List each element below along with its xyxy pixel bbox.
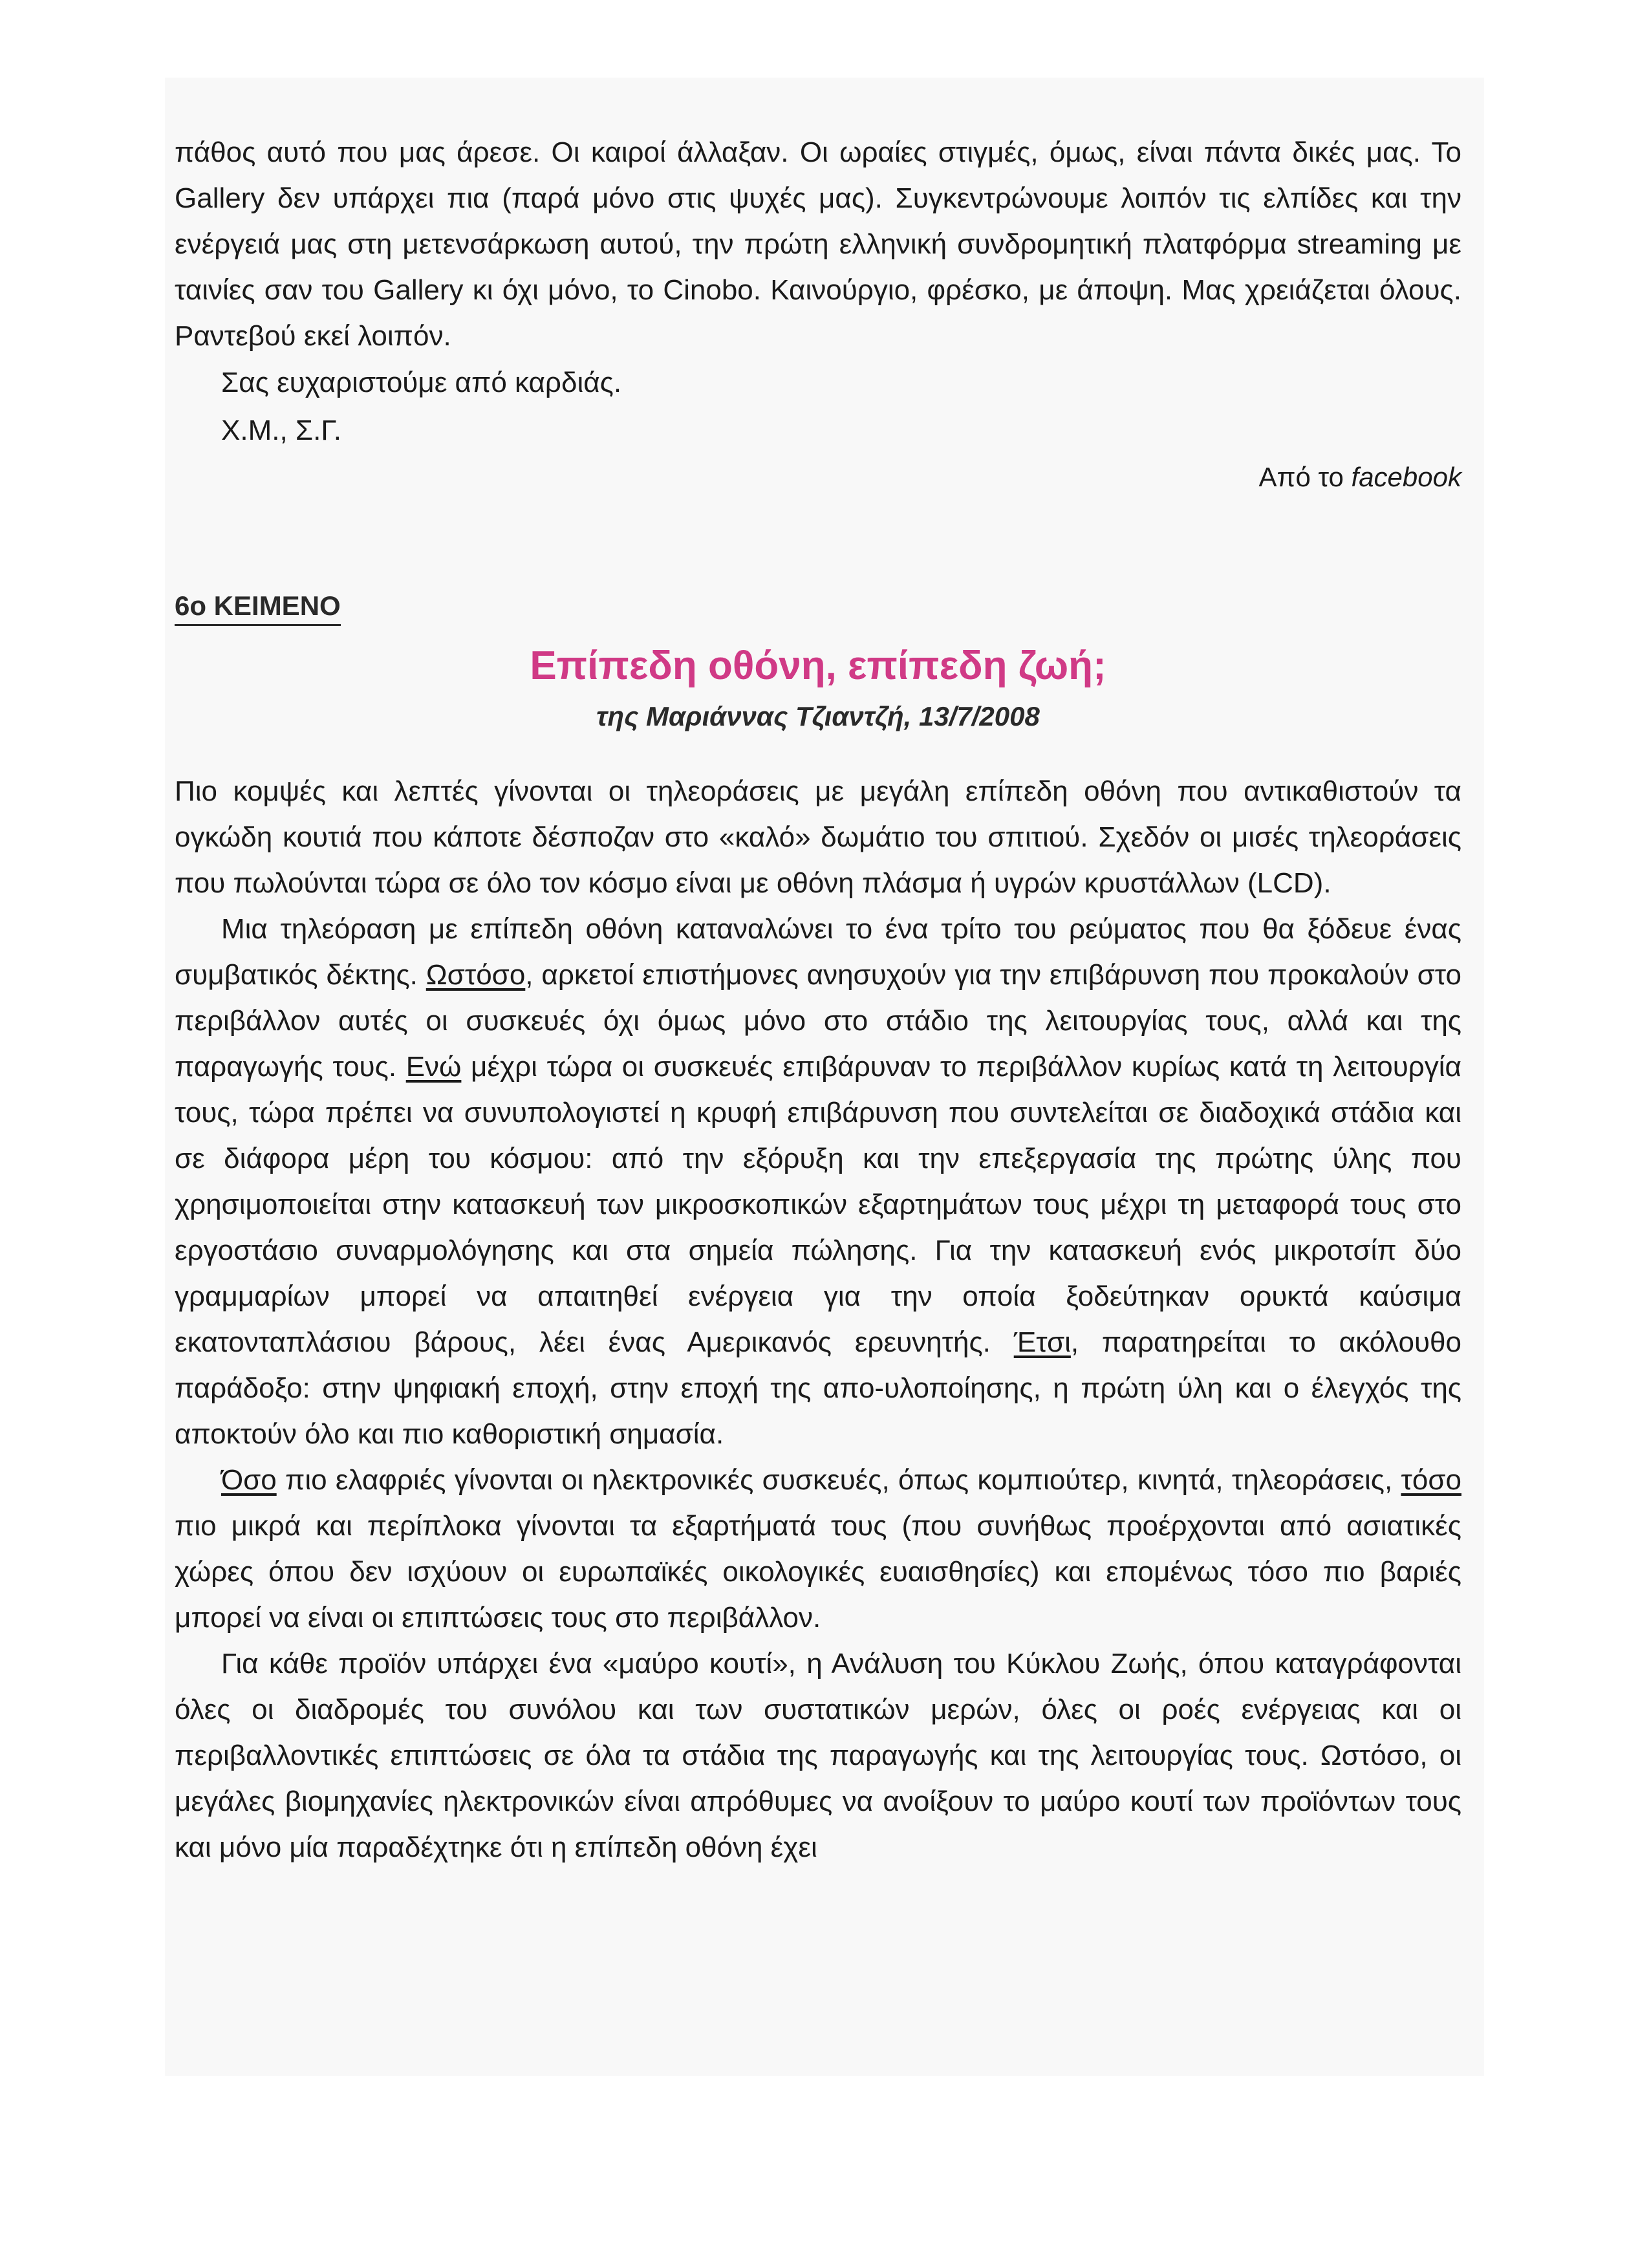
text-span: , αρκετοί επιστήμονες ανησυχούν για την επιβάρυνση που προκαλούν στο περιβάλλον αυτές οι συσκευές όχι όμως μόνο στο στάδιο της λειτουργίας τους, αλλά και της παραγωγής τους. [175,959,1462,1083]
text-span: , παρατηρείται το ακόλουθο παράδοξο: στην ψηφιακή εποχή, στην εποχή της απο-υλοποίησης, η πρώτη ύλη και ο έλεγχός της αποκτούν όλο και πιο καθοριστική σημασία. [175,1326,1461,1450]
underlined-word: Έτσι [1013,1326,1071,1358]
text-span: μέχρι τώρα οι συσκευές επιβάρυναν το περιβάλλον κυρίως κατά τη λειτουργία τους, τώρα πρέπει να συνυπολογιστεί η κρυφή επιβάρυνση που συντελείται σε διαδοχικά στάδια και σε διάφορα μέρη του κόσμου: από την εξόρυξη και την επεξεργασία της πρώτης ύλης που χρησιμοποιείται στην κατασκευή των μικροσκοπικών εξαρτημάτων τους μέχρι τη μεταφορά τους στο εργοστάσιο συναρμολόγησης και στα σημεία πώλησης. Για την κατασκευή ενός μικροτσίπ δύο γραμμαρίων μπορεί να απαιτηθεί ενέργεια για την οποία ξοδεύτηκαν ορυκτά καύσιμα εκατονταπλάσιου βάρους, λέει ένας Αμερικανός ερευνητής. [175,1051,1461,1358]
section-label: 6ο ΚΕΙΜΕΝΟ [175,590,341,626]
text-span: πιο ελαφριές γίνονται οι ηλεκτρονικές συσκευές, όπως κομπιούτερ, κινητά, τηλεοράσεις, [276,1464,1401,1496]
article-paragraph-3 [175,1457,1461,1641]
article-paragraph-2 [175,906,1461,1457]
text-span: πιο μικρά και περίπλοκα γίνονται τα εξαρτήματά τους (που συνήθως προέρχονται από ασιατικές χώρες όπου δεν ισχύουν οι ευρωπαϊκές οικολογικές ευαισθησίες) και επομένως τόσο πιο βαριές μπορεί να είναι οι επιπτώσεις τους στο περιβάλλον. [175,1510,1461,1634]
source-name: facebook [1351,462,1461,492]
underlined-word: Όσο [221,1464,277,1496]
article-byline: της Μαριάννας Τζιαντζή, 13/7/2008 [596,701,1040,731]
source-prefix: Από το [1258,462,1352,492]
source-attribution [175,455,1461,500]
document-page [175,129,1461,1870]
underlined-word: Ενώ [405,1051,462,1083]
text-span: Μια τηλεόραση με επίπεδη οθόνη καταναλώνει το ένα τρίτο του ρεύματος που θα ξόδευε ένας συμβατικός δέκτης. [175,913,1461,991]
article-paragraph-1: Πιο κομψές και λεπτές γίνονται οι τηλεοράσεις με μεγάλη επίπεδη οθόνη που αντικαθιστούν τα ογκώδη κουτιά που κάποτε δέσποζαν στο «καλό» δωμάτιο του σπιτιού. Σχεδόν οι μισές τηλεοράσεις που πωλούνται τώρα σε όλο τον κόσμο είναι με οθόνη πλάσμα ή υγρών κρυστάλλων (LCD). [175,775,1461,899]
article-paragraph-4: Για κάθε προϊόν υπάρχει ένα «μαύρο κουτί», η Ανάλυση του Κύκλου Ζωής, όπου καταγράφονται όλες οι διαδρομές του συνόλου και των συστατικών μερών, όλες οι ροές ενέργειας και οι περιβαλλοντικές επιπτώσεις σε όλα τα στάδια της παραγωγής και της λειτουργίας τους. Ωστόσο, οι μεγάλες βιομηχανίες ηλεκτρονικών είναι απρόθυμες να ανοίξουν το μαύρο κουτί των προϊόντων τους και μόνο μία παραδέχτηκε ότι η επίπεδη οθόνη έχει [175,1648,1461,1863]
underlined-word: Ωστόσο [426,959,526,991]
intro-paragraph: πάθος αυτό που μας άρεσε. Οι καιροί άλλαξαν. Οι ωραίες στιγμές, όμως, είναι πάντα δικές μας. Το Gallery δεν υπάρχει πια (παρά μόνο στις ψυχές μας). Συγκεντρώνουμε λοιπόν τις ελπίδες και την ενέργειά μας στη μετενσάρκωση αυτού, την πρώτη ελληνική συνδρομητική πλατφόρμα streaming με ταινίες σαν του Gallery κι όχι μόνο, το Cinobo. Καινούργιο, φρέσκο, με άποψη. Μας χρειάζεται όλους. Ραντεβού εκεί λοιπόν. [175,136,1461,352]
underlined-word: τόσο [1401,1464,1461,1496]
thanks-line: Σας ευχαριστούμε από καρδιάς. [221,367,622,398]
article-title: Επίπεδη οθόνη, επίπεδη ζωή; [530,643,1106,688]
signature-line: Χ.Μ., Σ.Γ. [221,415,341,446]
